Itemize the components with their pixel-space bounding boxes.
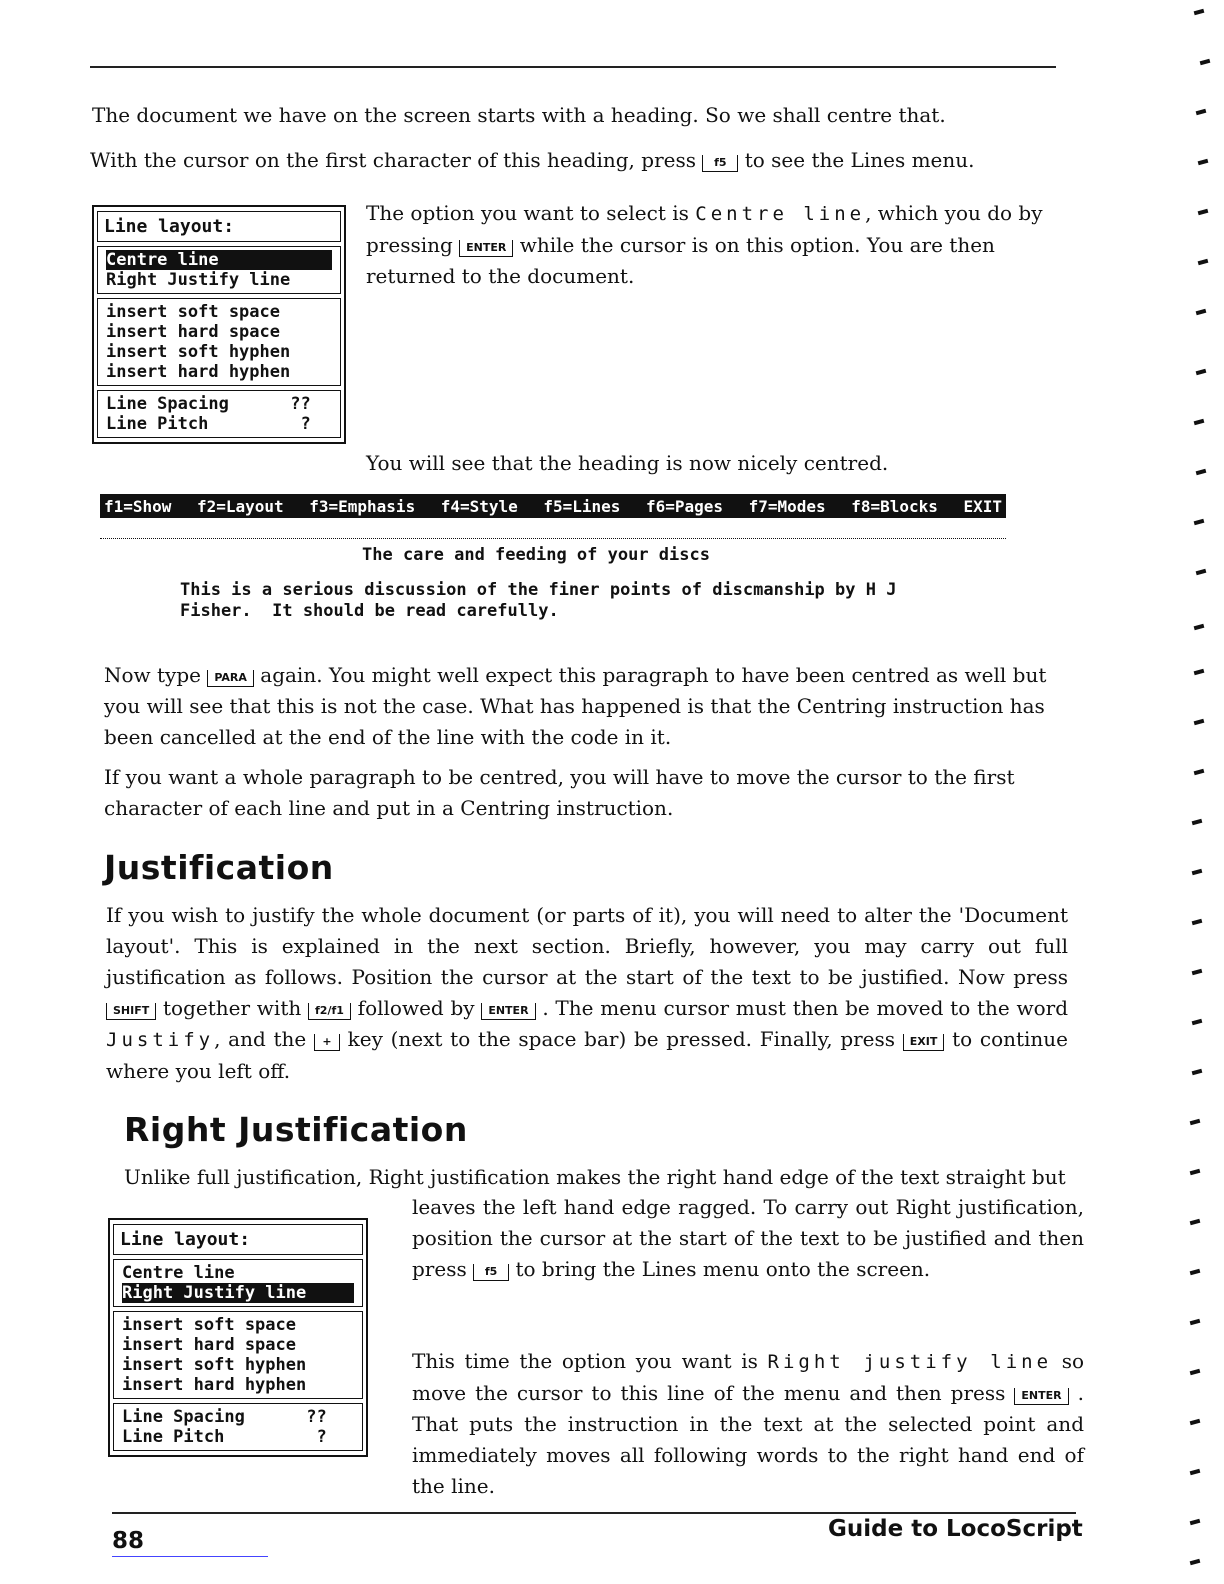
margin-mark xyxy=(1198,209,1209,215)
right-intro: Unlike full justification, Right justification makes the right hand edge of the text straight but xyxy=(124,1165,1066,1189)
menu-group-a xyxy=(113,1259,363,1307)
menu-group-c xyxy=(97,390,341,438)
para-key: PARA xyxy=(207,670,254,687)
fkey-show[interactable]: f1=Show xyxy=(104,496,172,516)
page-number-underline xyxy=(112,1556,268,1557)
para-text: again. You might well expect this paragraph to have been centred as well but you will see that this is not the case. What has happened is that the Centring instruction has been cancelled at the end of the line with the code in it. xyxy=(104,663,1047,749)
margin-mark xyxy=(1190,1469,1201,1475)
fkey-modes[interactable]: f7=Modes xyxy=(748,496,826,516)
page-number: 88 xyxy=(112,1528,145,1554)
margin-mark xyxy=(1190,1169,1201,1175)
enter-key: ENTER xyxy=(459,240,513,257)
exit-key: EXIT xyxy=(903,1034,945,1051)
menu-item-centre-line[interactable]: Centre line xyxy=(106,250,332,270)
side-text: while the cursor is on this option. You are then returned to the document. xyxy=(366,233,995,288)
menu-item[interactable]: insert hard hyphen xyxy=(122,1375,307,1395)
margin-mark xyxy=(1198,259,1209,265)
right-text: This time the option you want is xyxy=(412,1349,758,1373)
right-text: . That puts the instruction in the text at the selected point and immediately moves all following words to the right hand end of the line. xyxy=(412,1381,1085,1498)
menu-item[interactable]: insert soft space xyxy=(122,1315,296,1335)
shift-key: SHIFT xyxy=(106,1003,156,1020)
intro-text-after: to see the Lines menu. xyxy=(744,148,975,172)
margin-mark xyxy=(1194,519,1205,525)
book-title: Guide to LocoScript xyxy=(828,1516,1083,1542)
margin-mark xyxy=(1194,9,1205,15)
menu-item[interactable]: insert soft space xyxy=(106,302,280,322)
margin-mark xyxy=(1192,819,1203,825)
right-text: to bring the Lines menu onto the screen. xyxy=(515,1257,931,1281)
menu-group-a xyxy=(97,246,341,294)
just-text: key (next to the space bar) be pressed. Finally, press xyxy=(347,1027,896,1051)
margin-mark xyxy=(1190,1419,1201,1425)
margin-mark xyxy=(1198,159,1209,165)
menu-item[interactable]: insert hard space xyxy=(122,1335,296,1355)
just-text: . The menu cursor must then be moved to the word xyxy=(542,996,1069,1020)
margin-mark xyxy=(1196,569,1207,575)
plus-key: + xyxy=(314,1034,340,1051)
document-body-line-1: This is a serious discussion of the finer points of discmanship by H J xyxy=(180,580,897,600)
menu-item-line-pitch[interactable]: Line Pitch ? xyxy=(122,1427,327,1447)
line-layout-menu-1 xyxy=(92,205,346,444)
side-paragraph-2: You will see that the heading is now nicely centred. xyxy=(366,451,889,475)
menu-item-line-spacing[interactable]: Line Spacing ?? xyxy=(122,1407,327,1427)
para-whole-paragraph: If you want a whole paragraph to be centred, you will have to move the cursor to the first character of each line and put in a Centring instruction. xyxy=(104,765,1015,820)
margin-mark xyxy=(1190,1519,1201,1525)
right-justification-heading: Right Justification xyxy=(124,1110,468,1149)
margin-mark xyxy=(1192,969,1203,975)
side-text: The option you want to select is xyxy=(366,201,689,225)
line-layout-menu-2 xyxy=(108,1218,368,1457)
f5-key: f5 xyxy=(702,155,738,172)
right-paragraph-2 xyxy=(412,1346,1084,1502)
menu-title: Line layout: xyxy=(113,1224,363,1255)
margin-mark xyxy=(1200,59,1211,65)
enter-key: ENTER xyxy=(1014,1388,1068,1405)
intro-text: With the cursor on the first character of this heading, press xyxy=(90,148,696,172)
margin-mark xyxy=(1190,1369,1201,1375)
justification-heading: Justification xyxy=(104,848,334,887)
menu-item-right-justify[interactable]: Right Justify line xyxy=(106,270,291,290)
intro-paragraph-1: The document we have on the screen starts with a heading. So we shall centre that. xyxy=(92,103,946,127)
margin-marks xyxy=(1174,0,1214,1584)
fkey-exit[interactable]: EXIT xyxy=(963,496,1002,516)
margin-mark xyxy=(1196,309,1207,315)
f2-f1-key: f2/f1 xyxy=(308,1003,351,1020)
just-text: to continue where you left off. xyxy=(106,1027,1069,1083)
menu-item[interactable]: insert soft hyphen xyxy=(106,342,291,362)
margin-mark xyxy=(1194,419,1205,425)
just-text: , and the xyxy=(214,1027,307,1051)
menu-item-line-spacing[interactable]: Line Spacing ?? xyxy=(106,394,311,414)
fkey-style[interactable]: f4=Style xyxy=(440,496,518,516)
menu-item[interactable]: insert hard space xyxy=(106,322,280,342)
fkey-layout[interactable]: f2=Layout xyxy=(196,496,284,516)
margin-mark xyxy=(1190,1559,1201,1565)
just-text: If you wish to justify the whole document (or parts of it), you will need to alter the 'Document layout'. This is explained in the next section. Briefly, however, you may carry out full justification as follows. Position the cursor at the start of the text to be justified. Now press xyxy=(106,903,1068,989)
menu-title: Line layout: xyxy=(97,211,341,242)
para-type-para xyxy=(104,660,1070,753)
margin-mark xyxy=(1190,1219,1201,1225)
menu-item[interactable]: insert hard hyphen xyxy=(106,362,291,382)
just-text: together with xyxy=(163,996,302,1020)
menu-group-b xyxy=(97,298,341,386)
margin-mark xyxy=(1190,1319,1201,1325)
margin-mark xyxy=(1196,109,1207,115)
side-text: , which you do by pressing xyxy=(366,201,1043,257)
margin-mark xyxy=(1194,669,1205,675)
margin-mark xyxy=(1194,624,1205,630)
option-code: Centre line xyxy=(695,203,866,225)
just-text: followed by xyxy=(357,996,475,1020)
para-text: Now type xyxy=(104,663,201,687)
margin-mark xyxy=(1190,1269,1201,1275)
right-text: so move the cursor to this line of the menu and then press xyxy=(412,1349,1085,1405)
right-paragraph-1 xyxy=(412,1192,1084,1285)
right-justify-code: Right justify line xyxy=(767,1351,1053,1373)
menu-item-line-pitch[interactable]: Line Pitch ? xyxy=(106,414,311,434)
enter-key: ENTER xyxy=(481,1003,535,1020)
side-paragraph-1 xyxy=(366,198,1060,292)
margin-mark xyxy=(1192,869,1203,875)
f5-key: f5 xyxy=(473,1264,509,1281)
margin-mark xyxy=(1190,1119,1201,1125)
margin-mark xyxy=(1194,769,1205,775)
menu-item-right-justify[interactable]: Right Justify line xyxy=(122,1283,354,1303)
menu-item[interactable]: insert soft hyphen xyxy=(122,1355,307,1375)
fkey-pages[interactable]: f6=Pages xyxy=(645,496,724,516)
fkey-blocks[interactable]: f8=Blocks xyxy=(851,496,938,516)
bottom-rule xyxy=(112,1512,1076,1514)
document-body-line-2: Fisher. It should be read carefully. xyxy=(180,601,559,621)
tab-ruler xyxy=(100,520,1006,539)
menu-group-b xyxy=(113,1311,363,1399)
margin-mark xyxy=(1196,469,1207,475)
margin-mark xyxy=(1192,1069,1203,1075)
menu-item-centre-line[interactable]: Centre line xyxy=(122,1263,235,1283)
document-heading: The care and feeding of your discs xyxy=(362,545,710,565)
fkey-emphasis[interactable]: f3=Emphasis xyxy=(309,496,416,516)
margin-mark xyxy=(1194,719,1205,725)
margin-mark xyxy=(1196,369,1207,375)
intro-paragraph-2 xyxy=(90,145,1050,176)
margin-mark xyxy=(1192,1019,1203,1025)
function-key-bar xyxy=(100,494,1006,518)
justification-paragraph xyxy=(106,900,1068,1087)
menu-group-c xyxy=(113,1403,363,1451)
justify-code: Justify xyxy=(106,1029,215,1051)
margin-mark xyxy=(1192,919,1203,925)
top-rule xyxy=(90,66,1056,68)
fkey-lines[interactable]: f5=Lines xyxy=(543,496,621,516)
right-text: leaves the left hand edge ragged. To carry out Right justification, position the cursor at the start of the text to be justified and then press xyxy=(412,1195,1084,1281)
